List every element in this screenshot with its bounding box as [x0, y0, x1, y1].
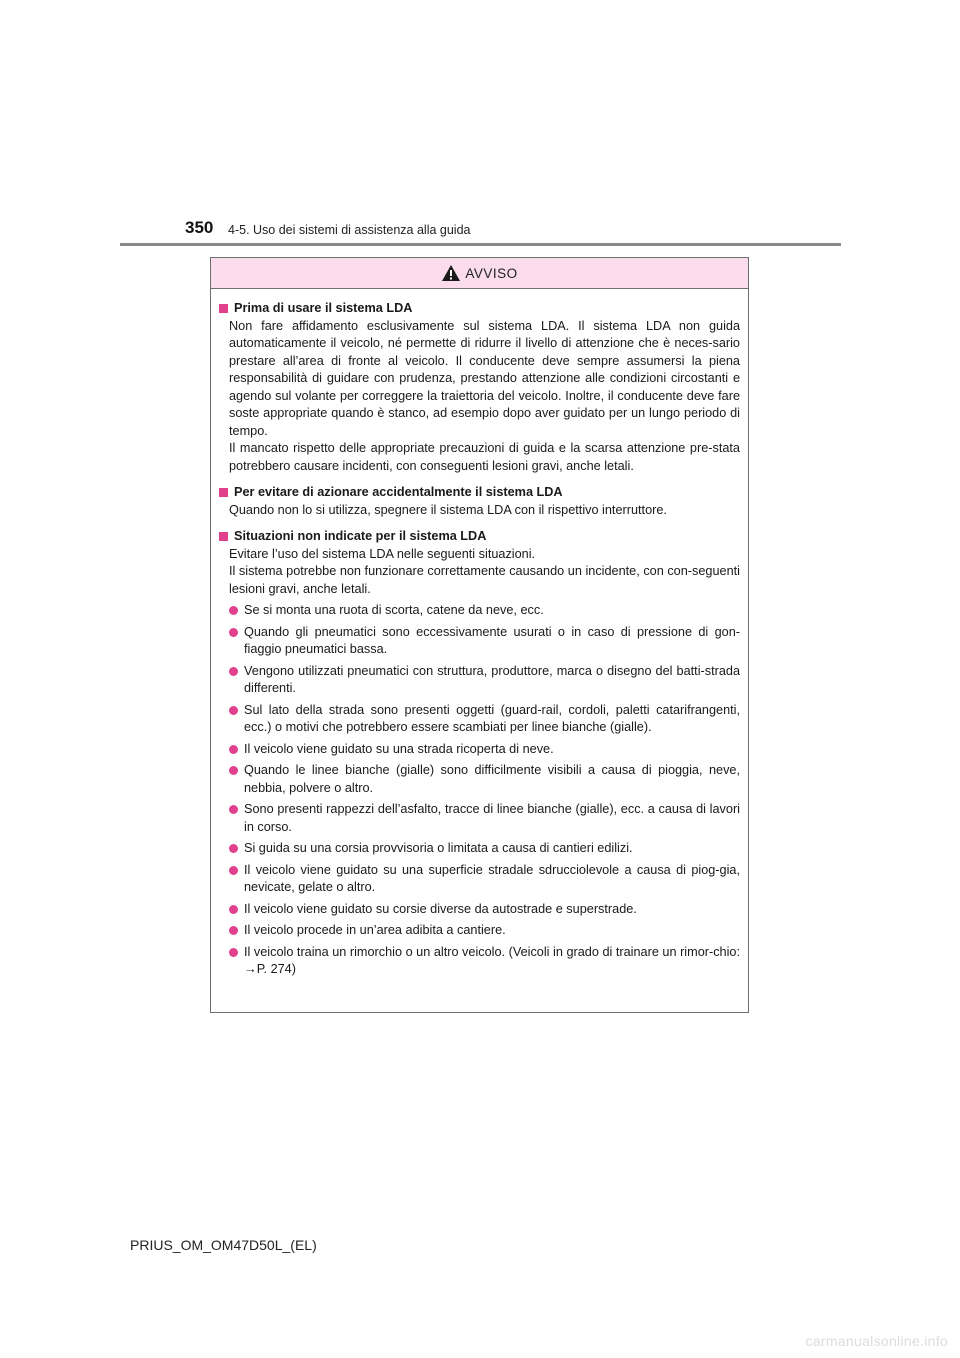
- circle-bullet-icon: [229, 628, 238, 637]
- paragraph: Evitare l’uso del sistema LDA nelle seguenti situazioni.: [229, 546, 536, 561]
- list-item: Il veicolo viene guidato su una strada ricoperta di neve.: [229, 741, 740, 759]
- circle-bullet-icon: [229, 844, 238, 853]
- list-item: Il veicolo traina un rimorchio o un altro veicolo. (Veicoli in grado di trainare un rimor-chio: →P. 274): [229, 944, 740, 979]
- circle-bullet-icon: [229, 706, 238, 715]
- square-bullet-icon: [219, 488, 228, 497]
- page-number: 350: [185, 218, 214, 237]
- list-item: Se si monta una ruota di scorta, catene da neve, ecc.: [229, 602, 740, 620]
- section-heading: Situazioni non indicate per il sistema LDA: [219, 528, 740, 546]
- warning-header: [211, 258, 748, 289]
- list-item: Quando le linee bianche (gialle) sono difficilmente visibili a causa di pioggia, neve, nebbia, polvere o altro.: [229, 762, 740, 797]
- circle-bullet-icon: [229, 606, 238, 615]
- warning-box: [210, 257, 749, 1013]
- circle-bullet-icon: [229, 948, 238, 957]
- section-heading: Prima di usare il sistema LDA: [219, 300, 740, 318]
- paragraph: Quando non lo si utilizza, spegnere il sistema LDA con il rispettivo interruttore.: [229, 502, 667, 517]
- section-heading: Per evitare di azionare accidentalmente il sistema LDA: [219, 484, 740, 502]
- circle-bullet-icon: [229, 766, 238, 775]
- warning-triangle-icon: [441, 264, 461, 282]
- circle-bullet-icon: [229, 926, 238, 935]
- list-item: Sul lato della strada sono presenti oggetti (guard-rail, cordoli, paletti catarifrangenti, ecc.) o motivi che potrebbero essere scambiati per linee bianche (gialle).: [229, 702, 740, 737]
- section-unsuitable-situations: [219, 528, 740, 979]
- document-code: PRIUS_OM_OM47D50L_(EL): [130, 1237, 317, 1253]
- list-item: Il veicolo procede in un’area adibita a cantiere.: [229, 922, 740, 940]
- watermark: carmanualsonline.info: [805, 1333, 948, 1349]
- warning-label: AVVISO: [465, 265, 518, 281]
- list-item: Vengono utilizzati pneumatici con struttura, produttore, marca o disegno del batti-strada differenti.: [229, 663, 740, 698]
- paragraph: Il sistema potrebbe non funzionare correttamente causando un incidente, con con-seguenti lesioni gravi, anche letali.: [229, 564, 740, 596]
- section-avoid-accidental: [219, 484, 740, 519]
- paragraph: Il mancato rispetto delle appropriate precauzioni di guida e la scarsa attenzione pre-stata potrebbero causare incidenti, con conseguenti lesioni gravi, anche letali.: [229, 441, 740, 473]
- warning-body: [211, 289, 748, 979]
- circle-bullet-icon: [229, 805, 238, 814]
- list-item: Si guida su una corsia provvisoria o limitata a causa di cantieri edilizi.: [229, 840, 740, 858]
- list-item: Quando gli pneumatici sono eccessivamente usurati o in caso di pressione di gon-fiaggio pneumatici bassa.: [229, 624, 740, 659]
- circle-bullet-icon: [229, 745, 238, 754]
- header-divider: [120, 243, 841, 246]
- circle-bullet-icon: [229, 866, 238, 875]
- square-bullet-icon: [219, 304, 228, 313]
- list-item: Il veicolo viene guidato su una superficie stradale sdrucciolevole a causa di piog-gia, nevicate, gelate o altro.: [229, 862, 740, 897]
- section-title: 4-5. Uso dei sistemi di assistenza alla guida: [228, 223, 471, 237]
- section-before-use: [219, 300, 740, 475]
- paragraph: Non fare affidamento esclusivamente sul sistema LDA. Il sistema LDA non guida automaticamente il veicolo, né permette di ridurre il livello di attenzione che è neces-sario prestare all’area di fronte al veicolo. Il conducente deve sempre assumersi la piena responsabilità di guidare con prudenza, prestando attenzione alle condizioni circostanti e agendo sul volante per correggere la traiettoria del veicolo. Inoltre, il conducente deve fare soste appropriate quando è stanco, ad esempio dopo aver guidato per un lungo periodo di tempo.: [229, 318, 740, 438]
- list-item: Sono presenti rappezzi dell’asfalto, tracce di linee bianche (gialle), ecc. a causa di lavori in corso.: [229, 801, 740, 836]
- circle-bullet-icon: [229, 667, 238, 676]
- circle-bullet-icon: [229, 905, 238, 914]
- square-bullet-icon: [219, 532, 228, 541]
- list-item: Il veicolo viene guidato su corsie diverse da autostrade e superstrade.: [229, 901, 740, 919]
